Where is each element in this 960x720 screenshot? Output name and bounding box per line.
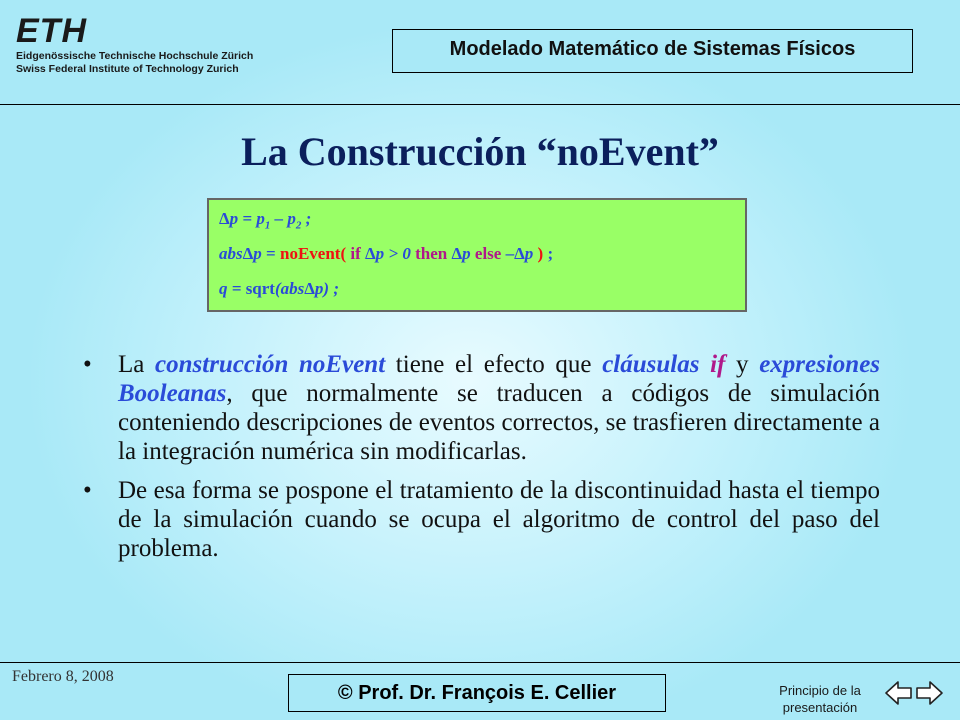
code-token: p: [462, 244, 475, 263]
code-line-2: [219, 239, 735, 274]
code-line-1: [219, 204, 735, 239]
delta-symbol: Δ: [365, 244, 376, 263]
header-divider: [0, 104, 960, 105]
code-keyword-if: if: [350, 244, 365, 263]
code-box: [207, 198, 747, 312]
eth-wordmark: ETH: [16, 12, 87, 50]
emphasis-expresiones-booleanas: expresiones Booleanas: [118, 351, 881, 407]
delta-symbol: Δ: [514, 244, 525, 263]
code-subscript: 1: [264, 219, 271, 232]
slide-title: La Construcción “noEvent”: [241, 129, 719, 174]
bullet-text: La: [118, 351, 156, 378]
code-token: p: [524, 244, 538, 263]
code-token: ): [537, 244, 548, 263]
code-token: – p: [270, 209, 296, 228]
bullet-text: y: [725, 351, 760, 378]
code-line-3: [219, 274, 735, 309]
course-title: Modelado Matemático de Sistemas Físicos: [449, 38, 856, 60]
arrow-left-icon-svg: [884, 680, 914, 706]
footer-divider: [0, 662, 960, 663]
code-token: p > 0: [375, 244, 416, 263]
delta-symbol: Δ: [219, 209, 230, 228]
code-token: ;: [547, 244, 554, 263]
code-subscript: 2: [295, 219, 302, 232]
bullet-text: tiene el efecto que: [385, 351, 603, 378]
start-of-presentation-link[interactable]: Principio de la presentación: [779, 683, 861, 715]
footer-date: Febrero 8, 2008: [12, 668, 114, 685]
arrow-right-icon-svg: [914, 680, 944, 706]
code-token: abs: [219, 244, 243, 263]
bullet-item-1: [83, 350, 880, 466]
bullet-text: , que normalmente se traducen a códigos de simulación conteniendo descripciones de eventos correctos, se trasfieren directamente a la integración numérica sin modificarlas.: [118, 380, 880, 465]
code-token: p: [253, 244, 262, 263]
bullet-text: [288, 351, 299, 378]
code-token: p) ;: [314, 279, 339, 298]
code-token: ;: [301, 209, 312, 228]
bullet-list: [83, 350, 880, 573]
footer-author: © Prof. Dr. François E. Cellier: [288, 674, 666, 712]
eth-name-german: Eidgenössische Technische Hochschule Zürich: [16, 50, 254, 62]
code-token: q =: [219, 279, 246, 298]
emphasis-noevent: noEvent: [299, 351, 386, 378]
delta-symbol: Δ: [304, 279, 315, 298]
code-keyword-else: else: [474, 244, 506, 263]
code-function-sqrt: sqrt: [245, 279, 275, 298]
code-keyword-noevent: noEvent(: [279, 244, 351, 263]
code-token: (abs: [274, 279, 305, 298]
arrow-right-icon[interactable]: [914, 680, 944, 706]
bullet-item-2: • De esa forma se pospone el tratamiento de la discontinuidad hasta el tiempo de la simulación cuando se ocupa el algoritmo de control del paso del problema.: [83, 476, 880, 563]
emphasis-clausulas: cláusulas: [602, 351, 700, 378]
arrow-left-icon[interactable]: [884, 680, 914, 706]
eth-logo: [16, 14, 256, 76]
emphasis-construccion: construcción: [155, 351, 289, 378]
code-token: =: [261, 244, 280, 263]
bullet-text: [699, 351, 710, 378]
delta-symbol: Δ: [242, 244, 254, 263]
code-keyword-then: then: [415, 244, 452, 263]
code-token: = p: [238, 209, 265, 228]
code-token: –: [505, 244, 515, 263]
emphasis-if: if: [710, 351, 726, 378]
eth-name-english: Swiss Federal Institute of Technology Zurich: [16, 63, 239, 75]
delta-symbol: Δ: [451, 244, 463, 263]
code-token: p: [229, 209, 239, 228]
